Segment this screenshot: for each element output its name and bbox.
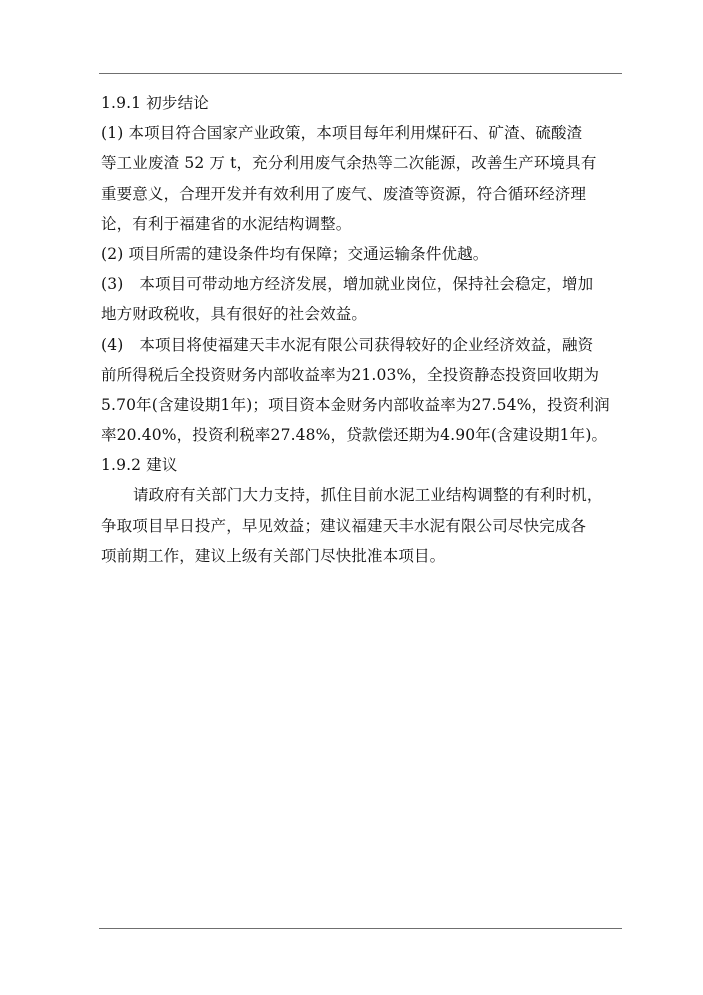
conclusion-item-4-line-3: 5.70年(含建设期1年)；项目资本金财务内部收益率为27.54%，投资利润	[101, 395, 610, 414]
section-heading-suggestion: 1.9.2 建议	[101, 456, 178, 475]
section-heading-conclusion: 1.9.1 初步结论	[101, 94, 209, 112]
conclusion-item-1-line-4: 论，有利于福建省的水泥结构调整。	[101, 214, 352, 233]
header-rule	[99, 73, 622, 74]
conclusion-item-3-line-1: 本项目可带动地方经济发展，增加就业岗位，保持社会稳定，增加	[139, 275, 594, 294]
conclusion-item-4-line-2: 前所得税后全投资财务内部收益率为21.03%，全投资静态投资回收期为	[101, 365, 600, 384]
conclusion-item-3-line-2: 地方财政税收，具有很好的社会效益。	[101, 305, 368, 324]
conclusion-item-4-first-line	[101, 330, 621, 360]
conclusion-item-3-number: (3)	[101, 275, 124, 294]
suggestion-line-3: 项前期工作，建议上级有关部门尽快批准本项目。	[101, 546, 446, 565]
footer-rule	[99, 928, 622, 929]
conclusion-item-2-line-1: (2) 项目所需的建设条件均有保障；交通运输条件优越。	[101, 244, 489, 263]
conclusion-item-4-line-4: 率20.40%，投资利税率27.48%，贷款偿还期为4.90年(含建设期1年)。	[101, 426, 608, 445]
suggestion-line-1: 请政府有关部门大力支持，抓住目前水泥工业结构调整的有利时机，	[133, 486, 603, 505]
conclusion-item-4-number: (4)	[101, 335, 124, 354]
conclusion-item-4-line-1: 本项目将使福建天丰水泥有限公司获得较好的企业经济效益，融资	[139, 335, 594, 354]
conclusion-item-1-line-3: 重要意义，合理开发并有效利用了废气、废渣等资源，符合循环经济理	[101, 184, 587, 203]
document-body	[101, 88, 621, 571]
conclusion-item-3-first-line	[101, 269, 621, 299]
suggestion-line-2: 争取项目早日投产，早见效益；建议福建天丰水泥有限公司尽快完成各	[101, 516, 587, 535]
conclusion-item-1-line-2: 等工业废渣 52 万 t，充分利用废气余热等二次能源，改善生产环境具有	[101, 154, 597, 173]
conclusion-item-1-line-1: (1) 本项目符合国家产业政策，本项目每年利用煤矸石、矿渣、硫酸渣	[101, 124, 583, 143]
